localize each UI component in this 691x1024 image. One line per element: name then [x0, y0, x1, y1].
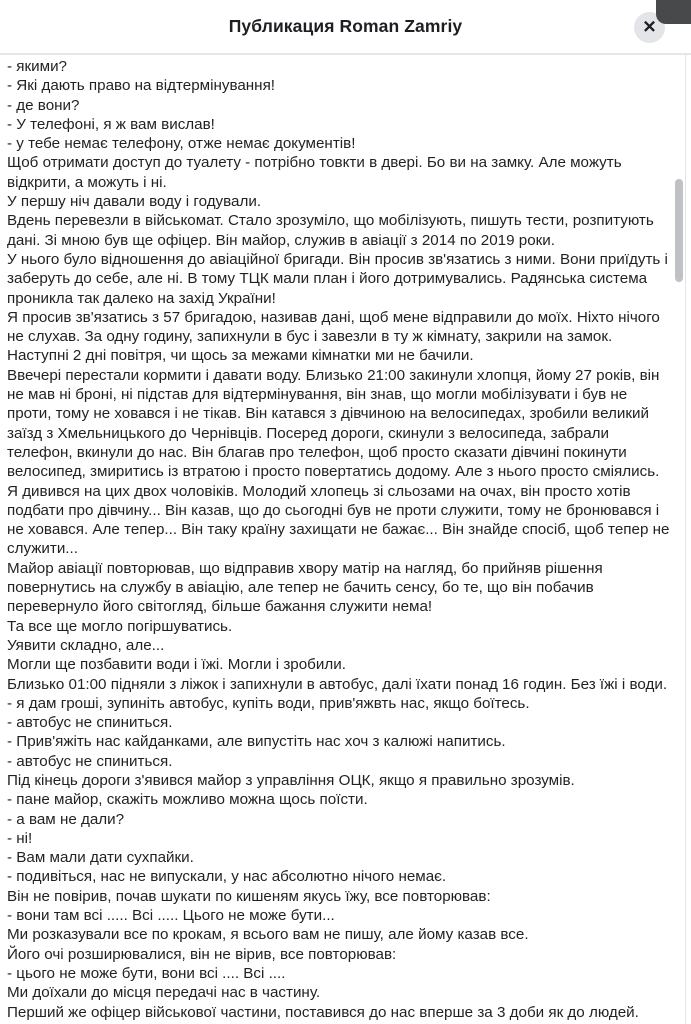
post-line: - цього не може бути, вони всі .... Всі .... [7, 964, 286, 982]
post-line: проти, тому не ховався і не тікав. Він катався з дівчиною на велосипедах, зробили великий [7, 405, 649, 423]
post-line: - ні! [7, 829, 33, 847]
post-line: - У телефоні, я ж вам вислав! [7, 115, 215, 133]
post-line: повернутись на службу в авіацію, але тепер не бачить сенсу, бо те, що він побачив [7, 579, 594, 597]
post-line: Вдень перевезли в військомат. Стало зрозуміло, що мобілізують, пишуть тести, розпитують [7, 212, 654, 230]
post-line: - у тебе немає телефону, отже немає документів! [7, 135, 356, 153]
post-line: не ховався. Але тепер... Він таку країну захищати не бажає... Він знайде спосіб, щоб тепер не [7, 521, 670, 539]
post-line: - де вони? [7, 96, 80, 114]
post-line: Наступні 2 дні повітря, чи щось за межами кімнатки ми не бачили. [7, 347, 474, 365]
modal-header [0, 0, 691, 55]
post-line: проникла так далеко на захід України! [7, 289, 276, 307]
post-line: Під кінець дороги з'явився майор з управління ОЦК, якщо я правильно зрозумів. [7, 771, 575, 789]
post-line: служити... [7, 540, 78, 558]
corner-overlay [656, 0, 691, 24]
post-line: не слухав. За одну годину, запихнули в бус і завезли в ту ж кімнату, закрили на замок. [7, 328, 613, 346]
post-line: телефон, вкинули до нас. Він благав про телефон, щоб просто сказати дівчині покинути [7, 443, 627, 461]
post-line: - Які дають право на відтермінування! [7, 77, 276, 95]
post-line: Майор авіації повторював, що відправив хвору матір на нагляд, бо прийняв рішення [7, 559, 603, 577]
scrollbar-thumb[interactable] [675, 179, 683, 282]
post-line: Ми розказували все по крокам, я всього вам не пишу, але йому казав все. [7, 926, 529, 944]
post-line: Ми доїхали до місця передачі нас в частину. [7, 984, 321, 1002]
post-line: - вони там всі ..... Всі ..... Цього не може бути... [7, 907, 335, 925]
post-line: Він не повірив, почав шукати по кишеням якусь їжу, все повторював: [7, 887, 491, 905]
post-line: не мав ні броні, ні підстав для відтермінування, він знав, що могли мобілізувати і був не [7, 386, 628, 404]
post-line: - подивіться, нас не випускали, у нас абсолютно нічого немає. [7, 868, 447, 886]
post-line: Ввечері перестали кормити і давати воду. Близько 21:00 закинули хлопця, йому 27 років, він [7, 366, 660, 384]
modal-title: Публикация Roman Zamriy [228, 16, 463, 36]
post-line: Його очі розширювалися, він не вірив, все повторював: [7, 945, 397, 963]
post-line: Уявити складно, але... [7, 636, 165, 654]
post-line: Щоб отримати доступ до туалету - потрібно товкти в двері. Бо ви на замку. Але можуть [7, 154, 622, 172]
post-line: Перший же офіцер військової частини, поставився до нас вперше за 3 доби як до людей. [7, 1003, 639, 1021]
post-line: - автобус не спиниться. [7, 714, 173, 732]
post-content [0, 55, 691, 1024]
post-line: - Прив'яжіть нас кайданками, але випустіть нас хоч з калюжі напитись. [7, 733, 506, 751]
post-line: У нього було відношення до авіаційної бригади. Він просив зв'язатись з ними. Вони приїдуть і [7, 250, 668, 268]
post-line: - пане майор, скажіть можливо можна щось поїсти. [7, 791, 368, 809]
post-line: перевернуло його світогляд, більше бажання служити нема! [7, 598, 433, 616]
post-line: У першу ніч давали воду і годували. [7, 193, 262, 211]
post-line: велосипед, змиритись із втратою і просто повертатись додому. Але з нього просто сміялись. [7, 463, 660, 481]
post-line: Та все ще могло погіршуватись. [7, 617, 233, 635]
post-line: Близько 01:00 підняли з ліжок і запихнули в автобус, далі їхати понад 16 годин. Без їжі і води. [7, 675, 668, 693]
post-line: подбати про дівчину... Він казав, що до сьогодні був не проти служити, тому не бронювався і [7, 501, 660, 519]
post-line: - я дам гроші, зупиніть автобус, купіть води, прив'яжвть нас, якщо боїтесь. [7, 694, 530, 712]
post-line: Могли ще позбавити води і їжі. Могли і зробили. [7, 656, 346, 674]
post-line: Я дивився на цих двох чоловіків. Молодий хлопець зі сльозами на очах, він просто хотів [7, 482, 631, 500]
post-line: - якими? [7, 58, 68, 75]
post-line: Я просив зв'язатись з 57 бригадою, називав дані, щоб мене відправили до моїх. Ніхто нічого [7, 308, 660, 326]
post-line: відкрити, а можуть і ні. [7, 173, 167, 191]
post-line: заберуть до себе, але ні. В тому ТЦК мали план і його дотримувались. Радянська система [7, 270, 648, 288]
post-line: - Вам мали дати сухпайки. [7, 849, 194, 867]
post-line: дані. Зі мною був ще офіцер. Він майор, служив в авіації з 2014 по 2019 роки. [7, 231, 556, 249]
right-edge-divider [685, 0, 686, 1024]
post-line: заїзд з Хмельницького до Чернівців. Посеред дороги, скинули з велосипеда, забрали [7, 424, 610, 442]
close-icon: ✕ [642, 17, 657, 37]
post-line: - автобус не спиниться. [7, 752, 173, 770]
post-line: - а вам не дали? [7, 810, 125, 828]
